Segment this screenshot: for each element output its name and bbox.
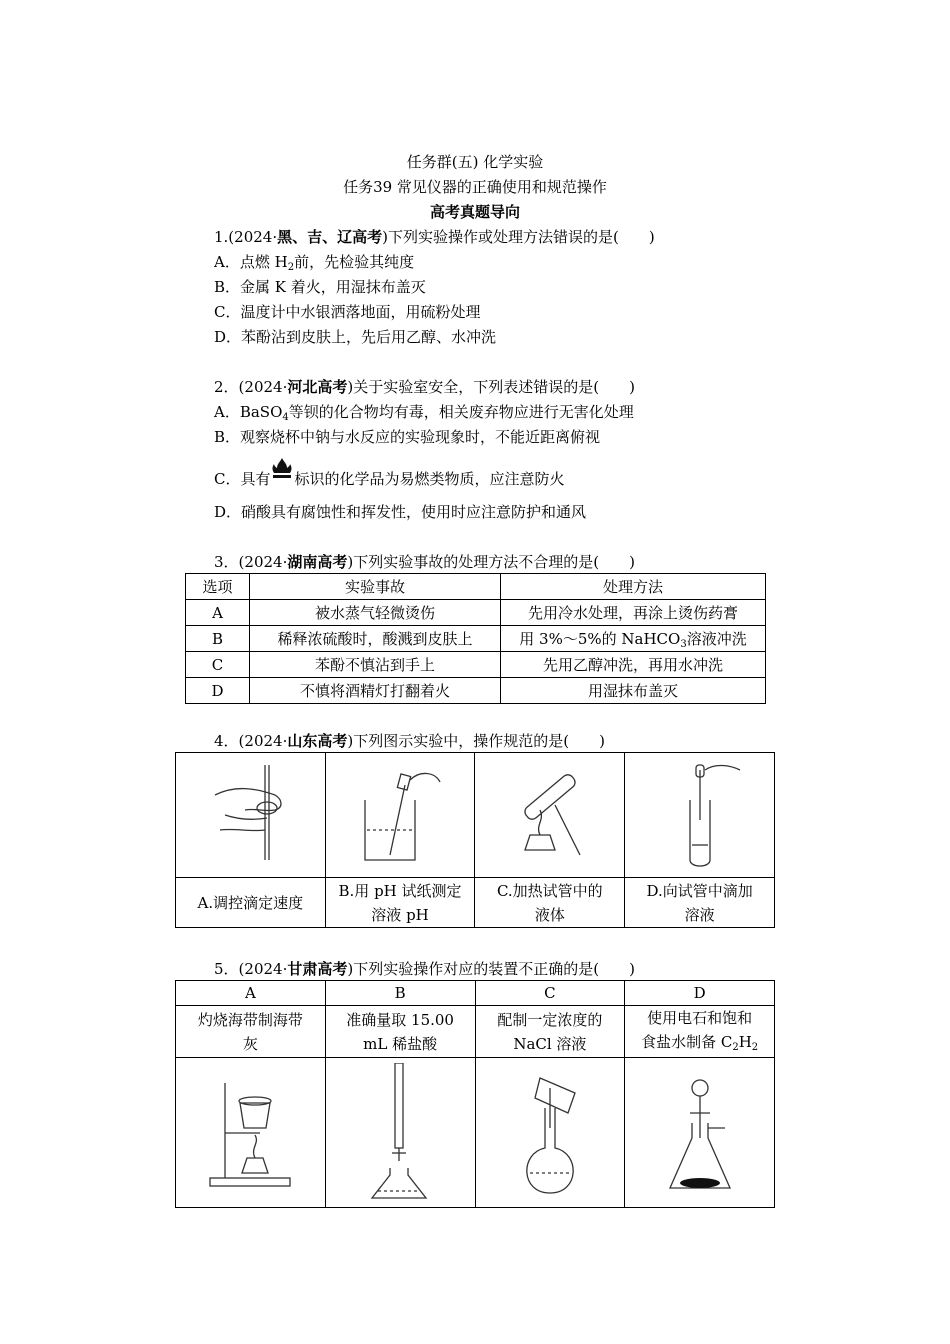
q4-figure-d xyxy=(625,753,775,878)
table-cell: 苯酚不慎沾到手上 xyxy=(250,652,501,678)
table-cell: B xyxy=(325,981,475,1006)
table-cell: 先用冷水处理，再涂上烫伤药膏 xyxy=(501,600,766,626)
table-cell: 先用乙醇冲洗，再用水冲洗 xyxy=(501,652,766,678)
q1-option-a: A．点燃 $H_2$前，先检验其纯度 xyxy=(214,253,415,273)
q1-option-c: C．温度计中水银洒落地面，用硫粉处理 xyxy=(214,303,481,321)
beaker-ph-figure xyxy=(355,760,445,870)
table-cell: 被水蒸气轻微烫伤 xyxy=(250,600,501,626)
table-cell: A xyxy=(186,600,250,626)
q4-caption-row xyxy=(176,878,775,928)
q2-stem: 2．(2024·河北高考)关于实验室安全，下列表述错误的是( ) xyxy=(214,378,635,396)
q1-stem: 1.(2024·黑、吉、辽高考)下列实验操作或处理方法错误的是( ) xyxy=(214,228,655,246)
q4-caption-a: A.调控滴定速度 xyxy=(176,878,326,928)
q2-option-d: D．硝酸具有腐蚀性和挥发性，使用时应注意防护和通风 xyxy=(214,503,587,521)
table-cell: 准确量取 15.00 mL 稀盐酸 xyxy=(325,1006,475,1058)
table-cell: 使用电石和饱和 食盐水制备 $C_2H_2$ xyxy=(625,1006,775,1058)
volumetric-flask-figure xyxy=(500,1068,600,1198)
q4-caption-d: D.向试管中滴加 溶液 xyxy=(625,878,775,928)
q4-table xyxy=(175,752,775,928)
q5-desc-row xyxy=(176,1006,775,1058)
q4-figure-row xyxy=(176,753,775,878)
q5-figure-d xyxy=(625,1058,775,1208)
table-cell: D xyxy=(186,678,250,704)
q4-figure-a xyxy=(176,753,326,878)
q4-figure-b xyxy=(325,753,475,878)
header-line3: 高考真题导向 xyxy=(429,203,520,221)
q4-figure-c xyxy=(475,753,625,878)
table-header-row xyxy=(186,574,766,600)
q1-option-b: B．金属 K 着火，用湿抹布盖灭 xyxy=(214,278,426,296)
gas-generator-figure xyxy=(650,1068,750,1198)
table-header-cell: 实验事故 xyxy=(250,574,501,600)
q2-option-b: B．观察烧杯中钠与水反应的实验现象时，不能近距离俯视 xyxy=(214,428,601,446)
table-header-cell: 选项 xyxy=(186,574,250,600)
q2-option-a: A．BaSO$_4$等钡的化合物均有毒，相关废弃物应进行无害化处理 xyxy=(214,403,634,423)
table-row xyxy=(186,652,766,678)
table-cell: 灼烧海带制海带 灰 xyxy=(176,1006,326,1058)
q5-figure-b xyxy=(325,1058,475,1208)
dropper-test-tube-figure xyxy=(655,760,745,870)
burette-flask-figure xyxy=(350,1063,450,1203)
q5-stem: 5．(2024·甘肃高考)下列实验操作对应的装置不正确的是( ) xyxy=(214,960,635,978)
burette-stopcock-figure xyxy=(205,760,295,870)
q5-table xyxy=(175,980,775,1208)
q3-table xyxy=(185,573,766,704)
table-row xyxy=(186,600,766,626)
table-header-cell: 处理方法 xyxy=(501,574,766,600)
test-tube-heating-figure xyxy=(500,760,600,870)
table-cell: 配制一定浓度的 NaCl 溶液 xyxy=(475,1006,625,1058)
table-cell: 用 3%～5%的 NaHCO$_3$溶液冲洗 xyxy=(501,626,766,652)
q5-figure-c xyxy=(475,1058,625,1208)
header-line1: 任务群(五) 化学实验 xyxy=(406,153,544,171)
q1-option-d: D．苯酚沾到皮肤上，先后用乙醇、水冲洗 xyxy=(214,328,497,346)
table-cell: 用湿抹布盖灭 xyxy=(501,678,766,704)
table-cell: D xyxy=(625,981,775,1006)
q5-letter-row xyxy=(176,981,775,1006)
q4-caption-c: C.加热试管中的 液体 xyxy=(475,878,625,928)
table-cell: 稀释浓硫酸时，酸溅到皮肤上 xyxy=(250,626,501,652)
q5-figure-row xyxy=(176,1058,775,1208)
table-cell: C xyxy=(475,981,625,1006)
q5-figure-a xyxy=(176,1058,326,1208)
table-cell: C xyxy=(186,652,250,678)
q4-caption-b: B.用 pH 试纸测定 溶液 pH xyxy=(325,878,475,928)
table-cell: 不慎将酒精灯打翻着火 xyxy=(250,678,501,704)
table-cell: B xyxy=(186,626,250,652)
q3-stem: 3．(2024·湖南高考)下列实验事故的处理方法不合理的是( ) xyxy=(214,553,635,571)
table-cell: A xyxy=(176,981,326,1006)
header-line2: 任务39 常见仪器的正确使用和规范操作 xyxy=(343,178,607,196)
crucible-ignition-figure xyxy=(200,1073,300,1193)
flammable-icon xyxy=(270,471,294,489)
table-row xyxy=(186,626,766,652)
table-row xyxy=(186,678,766,704)
q2-option-c: C．具有 标识的化学品为易燃类物质，应注意防火 xyxy=(214,468,565,489)
q4-stem: 4．(2024·山东高考)下列图示实验中，操作规范的是( ) xyxy=(214,732,605,750)
